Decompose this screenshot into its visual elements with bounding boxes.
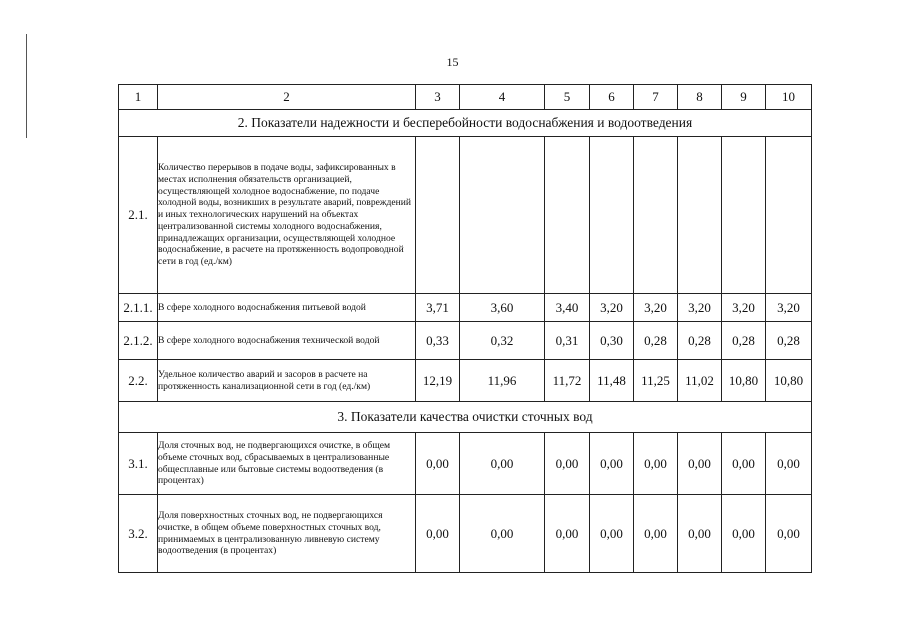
table-row — [119, 294, 812, 322]
value-cell: 11,25 — [634, 360, 678, 402]
row-description: Удельное количество аварий и засоров в расчете на протяженность канализационной сети в год (ед./км) — [158, 360, 416, 402]
value-cell: 0,30 — [590, 322, 634, 360]
row-description: В сфере холодного водоснабжения технической водой — [158, 322, 416, 360]
value-cell: 3,60 — [460, 294, 545, 322]
value-cell: 3,20 — [590, 294, 634, 322]
value-cell — [766, 137, 812, 294]
value-cell: 0,00 — [722, 433, 766, 495]
value-cell: 0,00 — [722, 495, 766, 573]
value-cell: 0,00 — [678, 433, 722, 495]
table-row — [119, 322, 812, 360]
section-title: 3. Показатели качества очистки сточных вод — [119, 402, 812, 433]
value-cell: 0,00 — [545, 433, 590, 495]
row-number: 3.1. — [119, 433, 158, 495]
value-cell — [722, 137, 766, 294]
page-number: 15 — [446, 55, 459, 69]
value-cell: 0,00 — [634, 433, 678, 495]
value-cell: 3,20 — [722, 294, 766, 322]
value-cell: 0,31 — [545, 322, 590, 360]
value-cell: 0,28 — [634, 322, 678, 360]
value-cell — [678, 137, 722, 294]
value-cell: 0,28 — [678, 322, 722, 360]
value-cell: 0,00 — [416, 495, 460, 573]
value-cell — [416, 137, 460, 294]
header-cell: 10 — [766, 85, 812, 110]
value-cell: 0,28 — [722, 322, 766, 360]
value-cell: 11,48 — [590, 360, 634, 402]
table-row — [119, 433, 812, 495]
value-cell: 3,20 — [766, 294, 812, 322]
row-number: 2.1. — [119, 137, 158, 294]
value-cell: 10,80 — [766, 360, 812, 402]
table-row — [119, 495, 812, 573]
row-number: 2.1.1. — [119, 294, 158, 322]
value-cell: 3,20 — [678, 294, 722, 322]
section-title: 2. Показатели надежности и бесперебойности водоснабжения и водоотведения — [119, 110, 812, 137]
section-row — [119, 402, 812, 433]
value-cell: 0,00 — [766, 495, 812, 573]
value-cell — [460, 137, 545, 294]
value-cell: 12,19 — [416, 360, 460, 402]
value-cell: 11,96 — [460, 360, 545, 402]
value-cell: 0,00 — [460, 495, 545, 573]
row-description: В сфере холодного водоснабжения питьевой водой — [158, 294, 416, 322]
value-cell: 10,80 — [722, 360, 766, 402]
indicators-table — [118, 84, 812, 573]
value-cell — [545, 137, 590, 294]
value-cell — [590, 137, 634, 294]
header-row — [119, 85, 812, 110]
value-cell — [634, 137, 678, 294]
value-cell: 0,33 — [416, 322, 460, 360]
value-cell: 0,00 — [766, 433, 812, 495]
value-cell: 0,00 — [590, 495, 634, 573]
value-cell: 3,20 — [634, 294, 678, 322]
value-cell: 0,00 — [545, 495, 590, 573]
value-cell: 0,00 — [590, 433, 634, 495]
margin-line — [26, 34, 27, 138]
value-cell: 0,00 — [416, 433, 460, 495]
section-row — [119, 110, 812, 137]
value-cell: 0,00 — [678, 495, 722, 573]
header-cell: 8 — [678, 85, 722, 110]
header-cell: 5 — [545, 85, 590, 110]
header-cell: 9 — [722, 85, 766, 110]
row-number: 2.1.2. — [119, 322, 158, 360]
header-cell: 7 — [634, 85, 678, 110]
value-cell: 3,40 — [545, 294, 590, 322]
table-row — [119, 360, 812, 402]
value-cell: 0,32 — [460, 322, 545, 360]
header-cell: 6 — [590, 85, 634, 110]
value-cell: 11,02 — [678, 360, 722, 402]
value-cell: 11,72 — [545, 360, 590, 402]
row-number: 2.2. — [119, 360, 158, 402]
value-cell: 0,28 — [766, 322, 812, 360]
value-cell: 0,00 — [634, 495, 678, 573]
header-cell: 1 — [119, 85, 158, 110]
row-description: Доля поверхностных сточных вод, не подвергающихся очистке, в общем объеме поверхностных сточных вод, принимаемых в централизованную ливневую систему водоотведения (в процентах) — [158, 495, 416, 573]
header-cell: 2 — [158, 85, 416, 110]
header-cell: 3 — [416, 85, 460, 110]
row-number: 3.2. — [119, 495, 158, 573]
header-cell: 4 — [460, 85, 545, 110]
value-cell: 3,71 — [416, 294, 460, 322]
table-row — [119, 137, 812, 294]
table-body — [119, 85, 812, 573]
value-cell: 0,00 — [460, 433, 545, 495]
row-description: Доля сточных вод, не подвергающихся очистке, в общем объеме сточных вод, сбрасываемых в централизованные общесплавные или бытовые системы водоотведения (в процентах) — [158, 433, 416, 495]
row-description: Количество перерывов в подаче воды, зафиксированных в местах исполнения обязательств организацией, осуществляющей холодное водоснабжение, по подаче холодной воды, возникших в результате аварий, повреждений и иных технологических нарушений на объектах централизованной системы холодного водоснабжения, принадлежащих организации, осуществляющей холодное водоснабжение, в расчете на протяженность водопроводной сети в год (ед./км) — [158, 137, 416, 294]
